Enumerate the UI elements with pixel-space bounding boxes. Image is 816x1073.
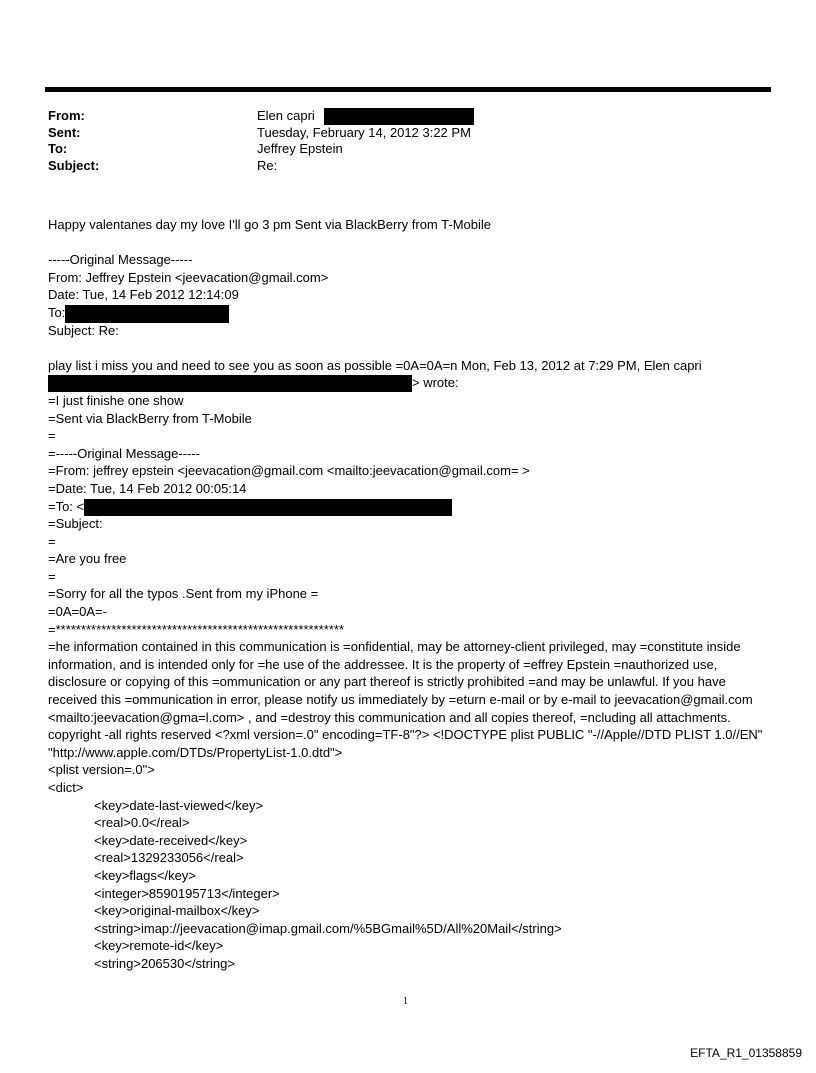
orig-to-line: To: (48, 304, 778, 322)
orig-subject-line: Subject: Re: (48, 322, 119, 338)
redaction-bar (48, 375, 412, 392)
plist-line: <key>date-last-viewed</key> (94, 797, 264, 813)
email-body (48, 216, 778, 973)
original-message-marker: -----Original Message----- (48, 252, 193, 268)
plist-line: <real>0.0</real> (94, 815, 190, 831)
to-value: Jeffrey Epstein (257, 141, 343, 156)
wrote-line: > wrote: (48, 374, 778, 392)
orig-date-line: Date: Tue, 14 Feb 2012 12:14:09 (48, 287, 239, 303)
plist-line: <key>flags</key> (94, 867, 196, 883)
to-row (48, 140, 474, 157)
plist-line: <key>date-received</key> (94, 832, 248, 848)
plist-line: <plist version=.0"> (48, 762, 155, 778)
sent-label: Sent: (48, 124, 81, 140)
quoted-line: =To: < (48, 498, 778, 516)
plist-line: <integer>8590195713</integer> (94, 885, 280, 901)
quoted-line: =Sorry for all the typos .Sent from my iPhone = (48, 586, 319, 602)
disclaimer-paragraph: =he information contained in this communication is =onfidential, may be attorney-client privileged, may =constitute inside information, and is intended only for =he use of the addressee. It is the property of =effrey Epstein =nauthorized use, disclosure or copying of this =ommunication or any part thereof is strictly prohibited =and may be unlawful. If you have received this =ommunication in error, please notify us immediately by =eturn e-mail or by e-mail to jeevacation@gmail.com <mailto:jeevacation@gma=l.com> , and =destroy this communication and all copies thereof, =ncluding all attachments. copyright -all rights reserved <?xml version=.0" encoding=TF-8"?> <!DOCTYPE plist PUBLIC "-//Apple//DTD PLIST 1.0//EN" "http://www.apple.com/DTDs/PropertyList-1.0.dtd"> (48, 639, 763, 760)
plist-line: <key>remote-id</key> (94, 938, 224, 954)
redaction-bar (324, 108, 474, 125)
quoted-line: =0A=0A=- (48, 604, 107, 620)
plist-line: <real>1329233056</real> (94, 850, 244, 866)
plist-line: <dict> (48, 780, 84, 795)
from-value: Elen capri (257, 107, 474, 124)
to-label: To: (48, 141, 68, 156)
quoted-line: = (48, 428, 56, 444)
plist-line: <key>original-mailbox</key> (94, 903, 260, 919)
page-number: 1 (403, 996, 408, 1007)
subject-value: Re: (257, 157, 278, 173)
orig-from-line: From: Jeffrey Epstein <jeevacation@gmail.com> (48, 269, 329, 285)
from-label: From: (48, 108, 85, 123)
quoted-line: =Are you free (48, 551, 127, 567)
quoted-line: = (48, 568, 56, 584)
quoted-line: =Subject: (48, 516, 103, 532)
quoted-line: =Sent via BlackBerry from T-Mobile (48, 410, 252, 426)
quoted-line: =I just finishe one show (48, 392, 184, 408)
quoted-line: =-----Original Message----- (48, 445, 201, 461)
message-text: Happy valentanes day my love I'll go 3 pm Sent via BlackBerry from T-Mobile (48, 217, 491, 232)
redaction-bar (65, 305, 229, 323)
quoted-line: =********************************************************* (48, 621, 344, 637)
sent-row (48, 124, 474, 141)
reply-line: play list i miss you and need to see you as soon as possible =0A=0A=n Mon, Feb 13, 2012 at 7:29 PM, Elen capri (48, 357, 702, 373)
bates-number: EFTA_R1_01358859 (690, 1046, 802, 1060)
quoted-line: =From: jeffrey epstein <jeevacation@gmail.com <mailto:jeevacation@gmail.com= > (48, 463, 530, 479)
subject-row (48, 157, 474, 174)
sent-value: Tuesday, February 14, 2012 3:22 PM (257, 124, 471, 140)
quoted-line: =Date: Tue, 14 Feb 2012 00:05:14 (48, 480, 247, 496)
plist-line: <string>imap://jeevacation@imap.gmail.com/%5BGmail%5D/All%20Mail</string> (94, 920, 562, 936)
redaction-bar (84, 499, 452, 516)
email-header (48, 107, 474, 173)
subject-label: Subject: (48, 157, 100, 173)
plist-line: <string>206530</string> (94, 955, 235, 971)
quoted-line: = (48, 533, 56, 549)
header-rule (45, 87, 771, 92)
from-row (48, 107, 474, 124)
